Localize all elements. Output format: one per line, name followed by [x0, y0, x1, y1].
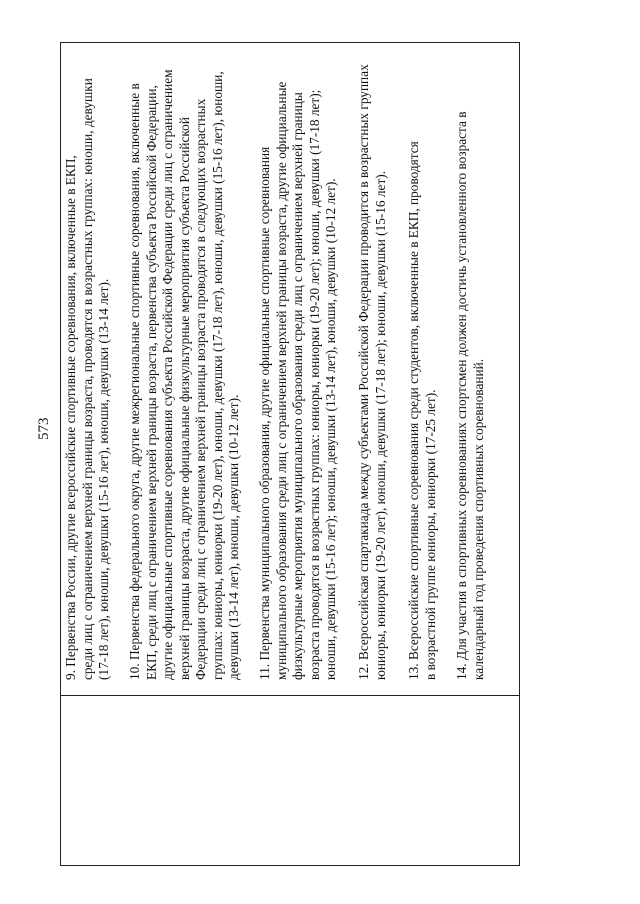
text-line: возраста проводятся в возрастных группах: юниоры, юниорки (19-20 лет); юноши, девушки (17-18 лет);: [306, 89, 322, 680]
list-item-11: [257, 48, 340, 680]
text-line: девушки (13-14 лет), юноши, девушки (10-12 лет).: [226, 394, 241, 680]
text-line: группах: юниоры, юниорки (19-20 лет), юноши, девушки (17-18 лет), юноши, девушки (15-16 лет), юноши,: [209, 71, 225, 680]
text-line: (17-18 лет), юноши, девушки (15-16 лет), юноши, девушки (13-14 лет).: [96, 278, 111, 680]
text-line: физкультурные мероприятия муниципального образования среди лиц с ограничением верхней границы: [290, 92, 305, 680]
text-line: верхней границы возраста, другие официальные физкультурные мероприятия субъекта Российской: [176, 117, 192, 680]
list-item-12: [356, 48, 389, 680]
list-item-13: [406, 48, 439, 680]
text-line: ЕКП, среди лиц с ограничением верхней границы возраста, первенства субъекта Российской Федерации,: [143, 85, 159, 680]
text-line: муниципального образования среди лиц с ограничением верхней границы возраста, другие официальные: [273, 81, 289, 680]
text-line: календарный год проведения спортивных соревнований.: [470, 358, 486, 680]
list-item-14: [454, 48, 487, 680]
text-line: среди лиц с ограничением верхней границы возраста, проводятся в возрастных группах: юноши, девушки: [79, 78, 95, 680]
rotated-table: [60, 42, 520, 866]
text-line: 11. Первенства муниципального образования, другие официальные спортивные соревнования: [257, 146, 272, 680]
text-line: юноши, девушки (15-16 лет); юноши, девушки (13-14 лет), юноши, девушки (10-12 лет).: [323, 178, 338, 680]
text-line: юниоры, юниорки (19-20 лет), юноши, девушки (17-18 лет); юноши, девушки (15-16 лет).: [372, 170, 388, 680]
text-line: 12. Всероссийская спартакиада между субъектами Российской Федерации проводится в возрастных группах: [356, 64, 371, 680]
text-line: 13. Всероссийские спортивные соревнования среди студентов, включенные в ЕКП, проводятся: [406, 141, 421, 680]
page-number: 573: [36, 417, 52, 440]
list-item-9: [63, 48, 113, 680]
text-line: 14. Для участия в спортивных соревнованиях спортсмен должен достичь установленного возраста в: [454, 111, 469, 680]
text-line: 10. Первенства федерального округа, другие межрегиональные спортивные соревнования, включенные в: [127, 83, 142, 680]
text-line: другие официальные спортивные соревнования субъекта Российской Федерации среди лиц с ограничением: [160, 69, 175, 680]
text-line: Федерации среди лиц с ограничением верхней границы возраста проводятся в следующих возрастных: [193, 98, 208, 680]
text-line: 9. Первенства России, другие всероссийские спортивные соревнования, включенные в ЕКП,: [63, 155, 78, 680]
list-item-10: [127, 48, 243, 680]
table-left-column: [60, 695, 520, 866]
text-line: в возрастной группе юниоры, юниорки (17-25 лет).: [422, 389, 438, 680]
